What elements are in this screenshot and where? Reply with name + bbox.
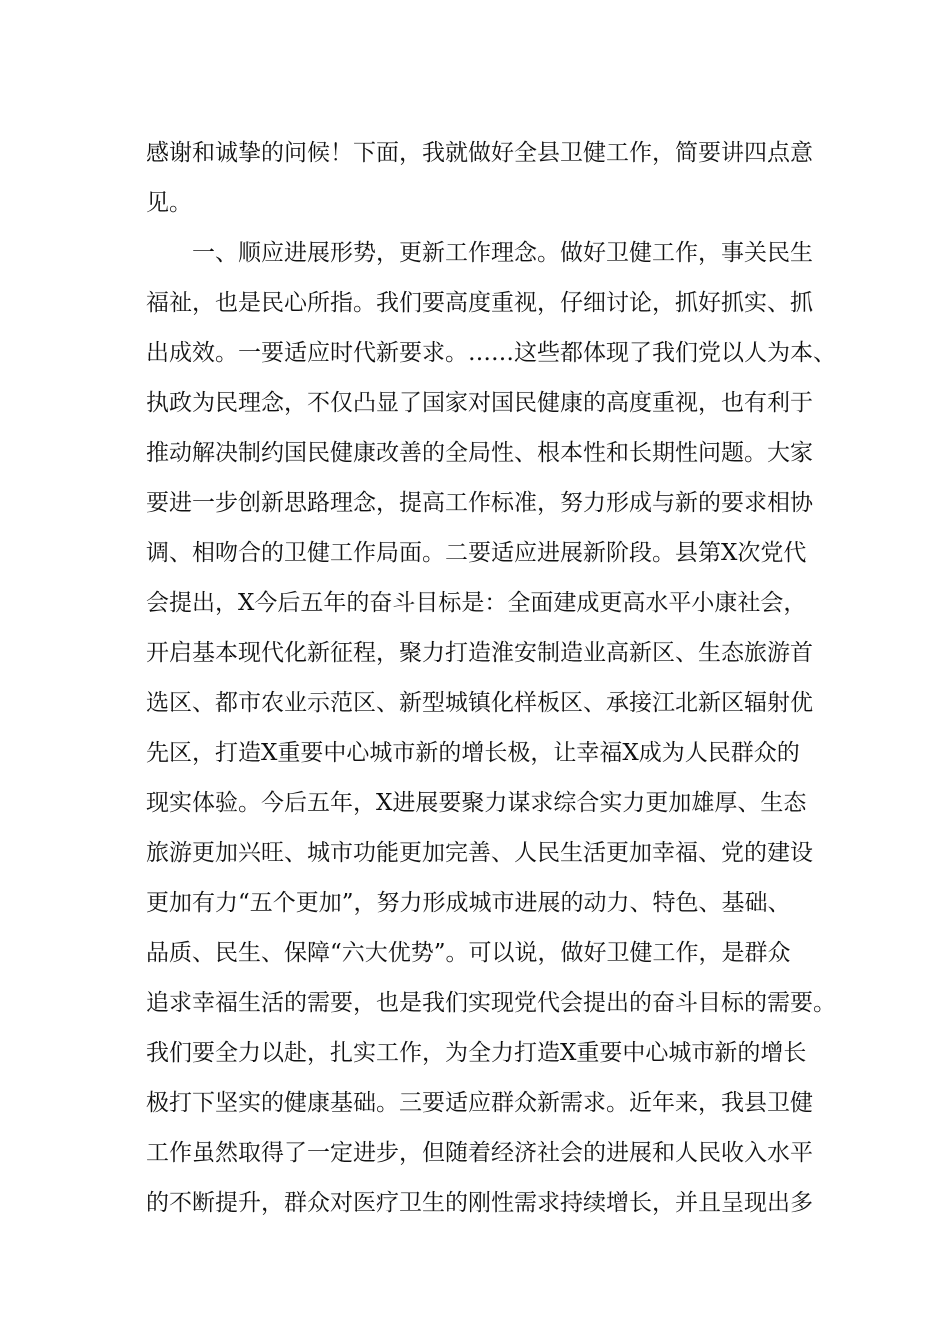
text-line: 执政为民理念，不仅凸显了国家对国民健康的高度重视，也有利于	[146, 390, 813, 416]
text-line: 会提出，X今后五年的奋斗目标是：全面建成更高水平小康社会，	[146, 590, 807, 616]
text-line: 福祉，也是民心所指。我们要高度重视，仔细讨论，抓好抓实、抓	[146, 290, 813, 316]
text-line: 调、相吻合的卫健工作局面。二要适应进展新阶段。县第X次党代	[146, 540, 807, 566]
text-line: 要进一步创新思路理念，提高工作标准，努力形成与新的要求相协	[146, 490, 813, 516]
text-line: 开启基本现代化新征程，聚力打造淮安制造业高新区、生态旅游首	[146, 640, 813, 666]
text-line: 品质、民生、保障“六大优势”。可以说，做好卫健工作，是群众	[146, 940, 791, 966]
text-line: 极打下坚实的健康基础。三要适应群众新需求。近年来，我县卫健	[146, 1090, 813, 1116]
text-line: 见。	[146, 190, 192, 216]
text-line: 出成效。一要适应时代新要求。……这些都体现了我们党以人为本、	[146, 340, 836, 366]
text-line: 推动解决制约国民健康改善的全局性、根本性和长期性问题。大家	[146, 440, 813, 466]
text-line: 的不断提升，群众对医疗卫生的刚性需求持续增长，并且呈现出多	[146, 1190, 813, 1216]
text-line: 现实体验。今后五年，X进展要聚力谋求综合实力更加雄厚、生态	[146, 790, 807, 816]
text-line: 选区、都市农业示范区、新型城镇化样板区、承接江北新区辐射优	[146, 690, 813, 716]
text-line: 更加有力“五个更加”，努力形成城市进展的动力、特色、基础、	[146, 890, 791, 916]
text-line: 工作虽然取得了一定进步，但随着经济社会的进展和人民收入水平	[146, 1140, 813, 1166]
text-line: 追求幸福生活的需要，也是我们实现党代会提出的奋斗目标的需要。	[146, 990, 836, 1016]
text-line: 一、顺应进展形势，更新工作理念。做好卫健工作，事关民生	[192, 240, 813, 266]
text-line: 先区，打造X重要中心城市新的增长极，让幸福X成为人民群众的	[146, 740, 800, 766]
text-line: 我们要全力以赴，扎实工作，为全力打造X重要中心城市新的增长	[146, 1040, 807, 1066]
text-line: 感谢和诚挚的问候！下面，我就做好全县卫健工作，简要讲四点意	[146, 140, 813, 166]
text-line: 旅游更加兴旺、城市功能更加完善、人民生活更加幸福、党的建设	[146, 840, 813, 866]
